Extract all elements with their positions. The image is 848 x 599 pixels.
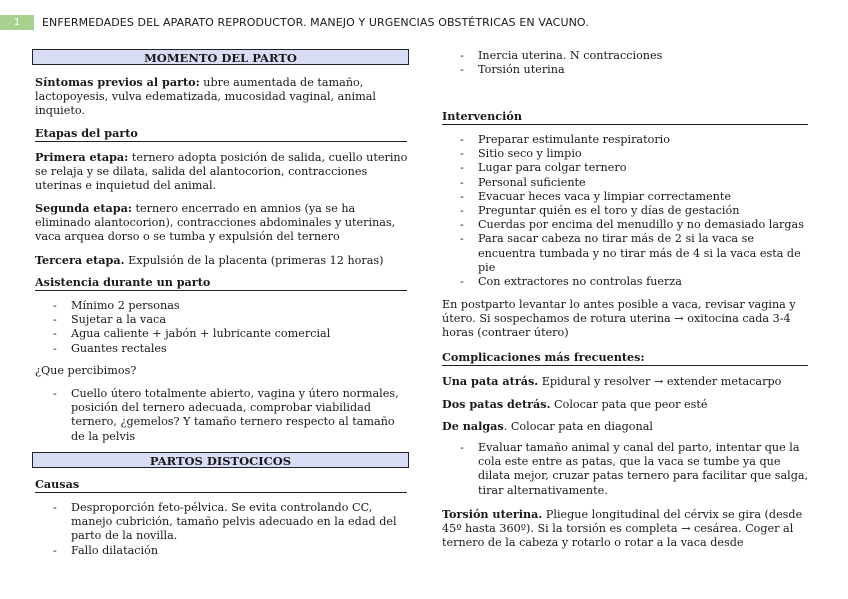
etapas-heading: Etapas del parto xyxy=(35,126,407,142)
causas-list xyxy=(35,501,410,558)
partos-distocicos-title: PARTOS DISTOCICOS xyxy=(32,452,409,468)
list-item: - Lugar para colgar ternero xyxy=(442,161,810,175)
nalgas-paragraph xyxy=(442,419,810,434)
tercera-etapa-paragraph xyxy=(35,253,410,268)
primera-label: Primera etapa: xyxy=(35,150,129,164)
list-item: - Personal suficiente xyxy=(442,176,810,190)
intervencion-list xyxy=(442,133,810,289)
list-item: - Preguntar quién es el toro y días de gestación xyxy=(442,204,810,218)
causas-heading: Causas xyxy=(35,477,407,493)
sintomas-label: Síntomas previos al parto: xyxy=(35,75,200,89)
intervencion-heading: Intervención xyxy=(442,109,808,125)
momento-del-parto-title: MOMENTO DEL PARTO xyxy=(32,49,409,65)
list-item: - Mínimo 2 personas xyxy=(35,299,410,313)
list-item: - Inercia uterina. N contracciones xyxy=(442,49,810,63)
segunda-label: Segunda etapa: xyxy=(35,201,132,215)
list-item: - Sujetar a la vaca xyxy=(35,313,410,327)
list-item: - Preparar estimulante respiratorio xyxy=(442,133,810,147)
torsion-paragraph xyxy=(442,507,810,551)
list-item: - Guantes rectales xyxy=(35,342,410,356)
list-item: - Con extractores no controlas fuerza xyxy=(442,275,810,289)
postparto-paragraph: En postparto levantar lo antes posible a vaca, revisar vagina y útero. Si sospechamos de rotura uterina → oxitocina cada 3-4 horas (contraer útero) xyxy=(442,298,796,340)
una-pata-label: Una pata atrás. xyxy=(442,374,539,388)
list-item: - Agua caliente + jabón + lubricante comercial xyxy=(35,327,410,341)
dos-patas-label: Dos patas detrás. xyxy=(442,397,551,411)
page-header xyxy=(0,14,848,34)
nalgas-list xyxy=(442,441,810,498)
torsion-label: Torsión uterina. xyxy=(442,507,543,521)
dos-patas-paragraph xyxy=(442,397,810,412)
torsion-text: Pliegue longitudinal del cérvix se gira (desde 45º hasta 360º). Si la torsión es completa → cesárea. Coger al ternero de la cabeza y rotarlo o rotar a la vaca desde xyxy=(442,508,803,550)
page-number: 1 xyxy=(0,15,34,30)
list-item: - Fallo dilatación xyxy=(35,544,410,558)
una-pata-paragraph xyxy=(442,374,810,389)
dos-patas-text: Colocar pata que peor esté xyxy=(550,398,708,411)
una-pata-text: Epidural y resolver → extender metacarpo xyxy=(538,375,782,388)
nalgas-text: . Colocar pata en diagonal xyxy=(503,420,653,433)
percibimos-list xyxy=(35,387,410,444)
nalgas-label: De nalgas xyxy=(442,419,504,433)
complicaciones-heading: Complicaciones más frecuentes: xyxy=(442,350,808,366)
sintomas-text: ubre aumentada de tamaño, lactopoyesis, vulva edematizada, mucosidad vaginal, animal inquieto. xyxy=(35,76,376,118)
list-item: - Evacuar heces vaca y limpiar correctamente xyxy=(442,190,810,204)
list-item: - Cuello útero totalmente abierto, vagina y útero normales, posición del ternero adecuada, comprobar viabilidad ternero, ¿gemelos? Y tamaño ternero respecto al tamaño de la pelvis xyxy=(35,387,410,444)
percibimos-question: ¿Que percibimos? xyxy=(35,364,137,377)
list-item: - Cuerdas por encima del menudillo y no demasiado largas xyxy=(442,218,810,232)
asistencia-heading: Asistencia durante un parto xyxy=(35,275,407,291)
list-item: - Torsión uterina xyxy=(442,63,810,77)
tercera-label: Tercera etapa. xyxy=(35,253,125,267)
list-item: - Para sacar cabeza no tirar más de 2 si la vaca se encuentra tumbada y no tirar más de 4 si la vaca esta de pie xyxy=(442,232,810,275)
primera-etapa-paragraph xyxy=(35,150,410,194)
tercera-text: Expulsión de la placenta (primeras 12 horas) xyxy=(124,254,384,267)
causas-continued-list xyxy=(442,49,810,77)
segunda-etapa-paragraph xyxy=(35,201,410,245)
list-item: - Sitio seco y limpio xyxy=(442,147,810,161)
sintomas-paragraph xyxy=(35,75,410,119)
segunda-text: ternero encerrado en amnios (ya se ha eliminado alantocorion), contracciones abdominales y uterinas, vaca arquea dorso o se tumba y expulsión del ternero xyxy=(35,202,396,244)
asistencia-list xyxy=(35,299,410,356)
list-item: - Desproporción feto-pélvica. Se evita controlando CC, manejo cubrición, tamaño pelvis adecuado en la edad del parto de la novilla. xyxy=(35,501,410,544)
document-title: ENFERMEDADES DEL APARATO REPRODUCTOR. MANEJO Y URGENCIAS OBSTÉTRICAS EN VACUNO. xyxy=(42,16,589,29)
primera-text: ternero adopta posición de salida, cuello uterino se relaja y se dilata, salida del alantocorion, contracciones uterinas e inquietud del animal. xyxy=(35,151,408,193)
list-item: - Evaluar tamaño animal y canal del parto, intentar que la cola este entre as patas, que la vaca se tumbe ya que dilata mejor, cruzar patas ternero para facilitar que salga, tirar alternativamente. xyxy=(442,441,810,498)
